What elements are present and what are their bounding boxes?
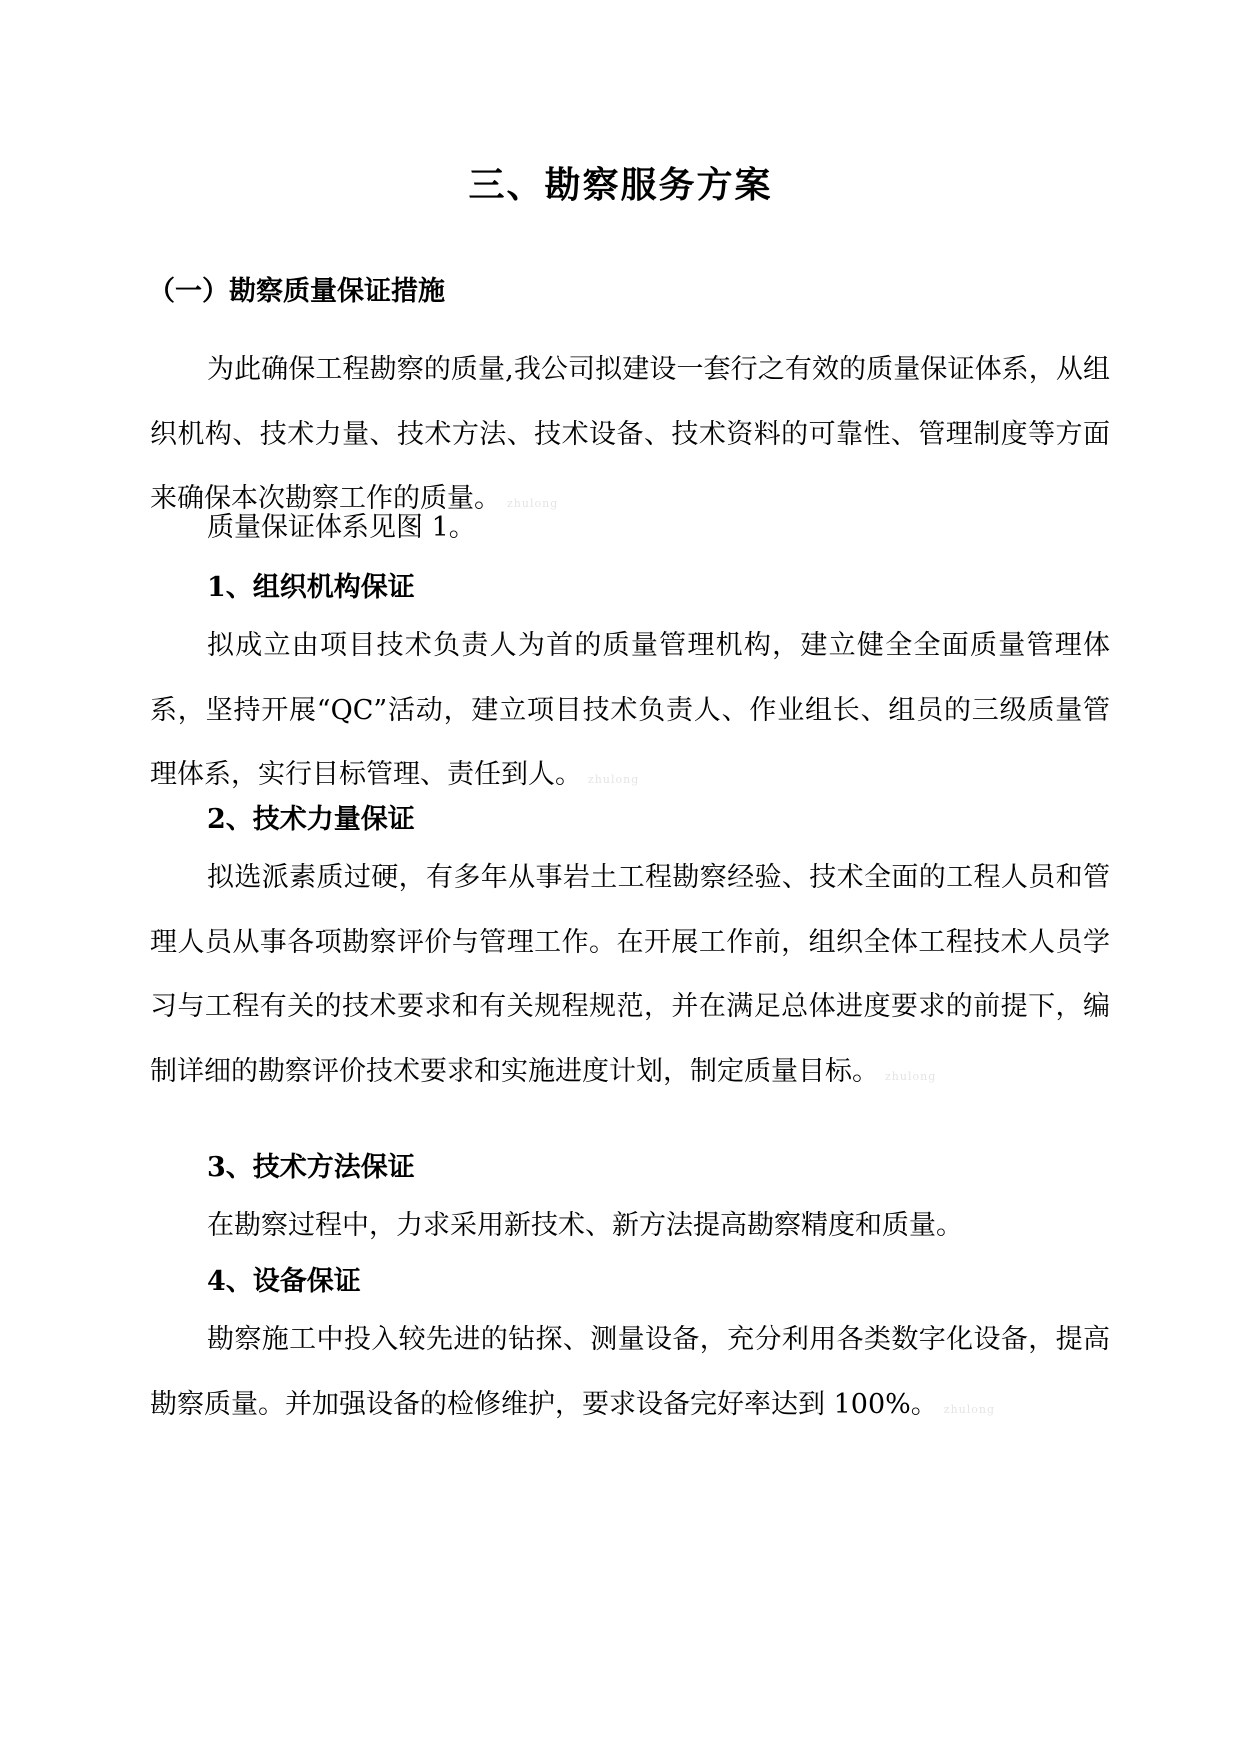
section-heading: （一）勘察质量保证措施 — [148, 276, 445, 307]
subsection-body-3: 在勘察过程中，力求采用新技术、新方法提高勘察精度和质量。 — [207, 1210, 963, 1241]
subsection-heading-3: 3、技术方法保证 — [207, 1152, 415, 1183]
subsection-body-4 — [150, 1308, 1110, 1442]
figure-reference: 质量保证体系见图 1。 — [207, 512, 476, 543]
watermark-mark: zhulong — [507, 497, 559, 510]
page-title: 三、勘察服务方案 — [468, 164, 773, 206]
watermark-mark: zhulong — [588, 773, 640, 786]
watermark-mark: zhulong — [943, 1402, 996, 1416]
subsection-heading-4: 4、设备保证 — [207, 1266, 361, 1297]
subsection-body-4-text: 勘察施工中投入较先进的钻探、测量设备，充分利用各类数字化设备，提高勘察质量。并加强设备的检修维护，要求设备完好率达到 100%。 — [150, 1324, 1110, 1420]
subsection-heading-1: 1、组织机构保证 — [207, 572, 415, 603]
subsection-body-2-text: 拟选派素质过硬，有多年从事岩土工程勘察经验、技术全面的工程人员和管理人员从事各项勘察评价与管理工作。在开展工作前，组织全体工程技术人员学习与工程有关的技术要求和有关规程规范，并在满足总体进度要求的前提下，编制详细的勘察评价技术要求和实施进度计划，制定质量目标。 — [150, 862, 1110, 1087]
subsection-body-2 — [150, 846, 1110, 1109]
subsection-body-1-text: 拟成立由项目技术负责人为首的质量管理机构，建立健全全面质量管理体系，坚持开展“QC”活动，建立项目技术负责人、作业组长、组员的三级质量管理体系，实行目标管理、责任到人。 — [150, 630, 1110, 790]
subsection-heading-2: 2、技术力量保证 — [207, 804, 415, 835]
intro-text: 为此确保工程勘察的质量,我公司拟建设一套行之有效的质量保证体系，从组织机构、技术力量、技术方法、技术设备、技术资料的可靠性、管理制度等方面来确保本次勘察工作的质量。 — [150, 354, 1110, 514]
watermark-mark: zhulong — [885, 1069, 937, 1083]
subsection-body-1 — [150, 614, 1110, 813]
